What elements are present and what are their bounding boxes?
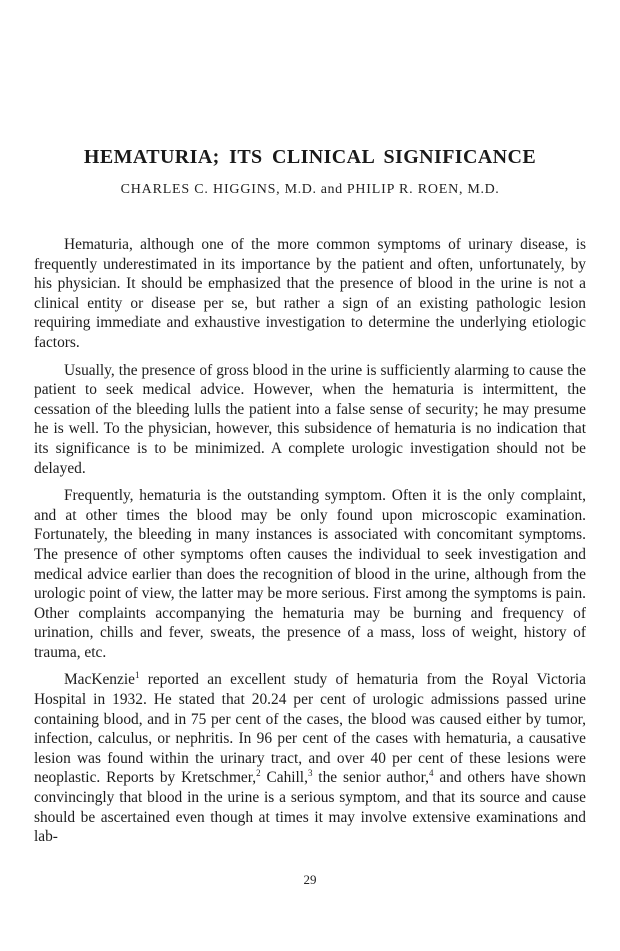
body-paragraph-1: Hematuria, although one of the more common symptoms of urinary disease, is frequently underestimated in its importance by the patient and often, unfortunately, by his physician. It should be emphasized that the presence of blood in the urine is not a clinical entity or disease per se, but rather a sign of an existing pathologic lesion requiring immediate and exhaustive investigation to determine the underlying etiologic factors. (34, 236, 586, 351)
reference-marker: 4 (428, 768, 434, 779)
page-number: 29 (303, 872, 317, 887)
paragraph-4-segment: the senior author, (312, 769, 429, 787)
article-title: HEMATURIA; ITS CLINICAL SIGNIFICANCE (83, 146, 537, 168)
body-paragraph-2: Usually, the presence of gross blood in the urine is sufficiently alarming to cause the patient to seek medical advice. However, when the hematuria is intermittent, the cessation of the bleeding lulls the patient into a false sense of security; he may presume he is well. To the physician, however, this subsidence of hematuria is no indication that its significance is to be minimized. A complete urologic investigation should not be delayed. (34, 361, 586, 477)
paragraph-4-segment: reported an excellent study of hematuria from the Royal Victoria Hospital in 1932. He stated that 20.24 per cent of urologic admissions passed urine containing blood, and in 75 per cent of the cases, the blood was caused either by tumor, infection, calculus, or nephritis. In 96 per cent of the cases with hematuria, a causative lesion was found within the urinary tract, and over 40 per cent of these lesions were neoplastic. Reports by Kretschmer, (34, 671, 586, 787)
reference-marker: 3 (307, 768, 313, 779)
paragraph-4-segment: MacKenzie (64, 671, 135, 689)
author-1-name: CHARLES C. HIGGINS, (120, 182, 281, 197)
article-body (34, 235, 586, 855)
author-1-degree: M.D. (284, 182, 317, 197)
author-2-name: PHILIP R. ROEN, (346, 182, 464, 197)
reference-marker: 2 (256, 768, 261, 779)
paragraph-4-segment: Cahill, (260, 769, 308, 787)
author-conjunction: and (320, 182, 343, 197)
article-authors (0, 182, 620, 198)
body-paragraph-3: Frequently, hematuria is the outstanding symptom. Often it is the only complaint, and at other times the blood may be only found upon microscopic examination. Fortunately, the bleeding in many instances is associated with concomitant symptoms. The presence of other symptoms often causes the individual to seek investigation and medical advice earlier than does the recognition of blood in the urine, although from the urologic point of view, the latter may be more serious. First among the symptoms is pain. Other complaints accompanying the hematuria may be burning and frequency of urination, chills and fever, sweats, the presence of a mass, loss of weight, history of trauma, etc. (34, 487, 586, 661)
body-paragraph-4 (34, 670, 586, 846)
reference-marker: 1 (134, 670, 140, 681)
paragraph-4-segment: and others have shown convincingly that blood in the urine is a serious symptom, and that its source and cause should be ascertained even though at times it may involve extensive examinations and lab- (34, 769, 586, 846)
author-2-degree: M.D. (467, 182, 500, 197)
